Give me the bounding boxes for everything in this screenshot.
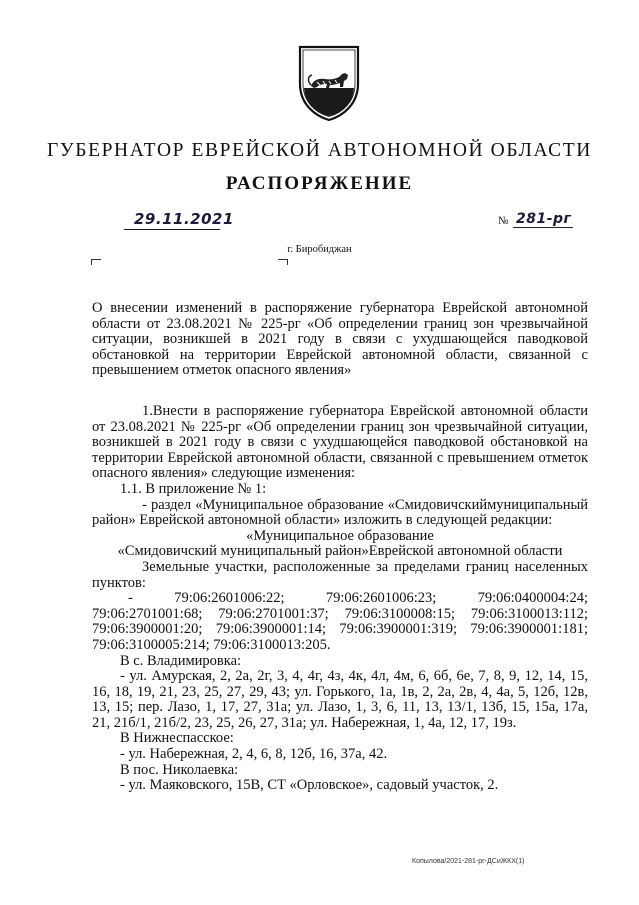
body-paragraph: - ул. Набережная, 2, 4, 6, 8, 12б, 16, 37а, 42. <box>120 746 388 763</box>
footer-document-code: Копылова/2021-281-рг-ДСиЖКХ(1) <box>412 858 525 865</box>
issuer-title: ГУБЕРНАТОР ЕВРЕЙСКОЙ АВТОНОМНОЙ ОБЛАСТИ <box>47 140 592 161</box>
body-paragraph: В с. Владимировка: <box>120 652 242 669</box>
body-paragraph: В пос. Николаевка: <box>120 761 239 778</box>
bracket-corner-left <box>91 259 101 265</box>
handwritten-date: 29.11.2021 <box>134 210 234 228</box>
cadastral-numbers-list: 79:06:2701001:68; 79:06:2701001:37; 79:06:3100008:15; 79:06:3100013:112; 79:06:3900001:20; 79:06:3900001:14; 79:06:3900001:319; 79:06:3900001:181; 79:06:3100005:214; 79:06:3100013:205. <box>92 605 588 653</box>
date-field <box>124 207 234 230</box>
number-sign: № <box>498 215 509 227</box>
body-paragraph: - ул. Амурская, 2, 2а, 2г, 3, 4, 4г, 4з, 4к, 4л, 4м, 6, 6б, 6е, 7, 8, 9, 12, 14, 15, 16, 18, 19, 21, 23, 25, 27, 29, 43; ул. Горького, 1а, 1в, 2, 2а, 2в, 4, 4а, 5, 12б, 12в, 13, 15; пер. Лазо, 1, 17, 27, 31а; ул. Лазо, 1, 3, 6, 11, 13, 13/1, 13б, 15, 15а, 17а, 21, 21б/1, 21б/2, 23, 25, 26, 27, 31а; ул. Набережная, 1, 4а, 12, 17, 19з. <box>92 668 588 731</box>
body-paragraph: «Муниципальное образование <box>246 527 434 544</box>
cadastral-dash: - <box>128 590 133 607</box>
body-paragraph: Земельные участки, расположенные за пределами границ населенных пунктов: <box>92 558 588 591</box>
bracket-corner-right <box>278 259 288 265</box>
body-paragraph: В Нижнеспасское: <box>120 730 234 747</box>
document-type-heading: РАСПОРЯЖЕНИЕ <box>225 173 414 194</box>
cadastral-number: 79:06:0400004:24; <box>477 590 588 607</box>
document-body <box>92 404 588 794</box>
city-line: г. Биробиджан <box>287 244 352 255</box>
cadastral-number: 79:06:2601006:23; <box>325 590 437 607</box>
body-paragraph: «Смидовичский муниципальный район»Еврейской автономной области <box>117 543 563 560</box>
document-subject: О внесении изменений в распоряжение губернатора Еврейской автономной области от 23.08.2021 № 225-рг «Об определении границ зон чрезвычайной ситуации, возникшей в 2021 году в связи с ухудшающейся паводковой обстановкой на территории Еврейской автономной области, связанной с превышением отметок опасного явления» <box>92 300 588 379</box>
coat-of-arms-emblem <box>297 44 361 122</box>
cadastral-number: 79:06:2601006:22; <box>174 590 285 607</box>
handwritten-number: 281-рг <box>516 211 572 227</box>
number-field <box>513 209 573 228</box>
body-paragraph: 1.Внести в распоряжение губернатора Еврейской автономной области от 23.08.2021 № 225-рг «Об определении границ зон чрезвычайной ситуации, возникшей в 2021 году в связи с ухудшающейся паводковой обстановкой на территории Еврейской автономной области, связанной с превышением отметок опасного явления» следующие изменения: <box>92 403 588 482</box>
body-paragraph: 1.1. В приложение № 1: <box>120 480 267 497</box>
body-paragraph: - раздел «Муниципальное образование «Смидовичскиймуниципальный район» Еврейской автономной области» изложить в следующей редакции: <box>92 496 588 529</box>
body-paragraph: - ул. Маяковского, 15В, СТ «Орловское», садовый участок, 2. <box>120 777 499 794</box>
cadastral-numbers-row <box>92 591 588 607</box>
